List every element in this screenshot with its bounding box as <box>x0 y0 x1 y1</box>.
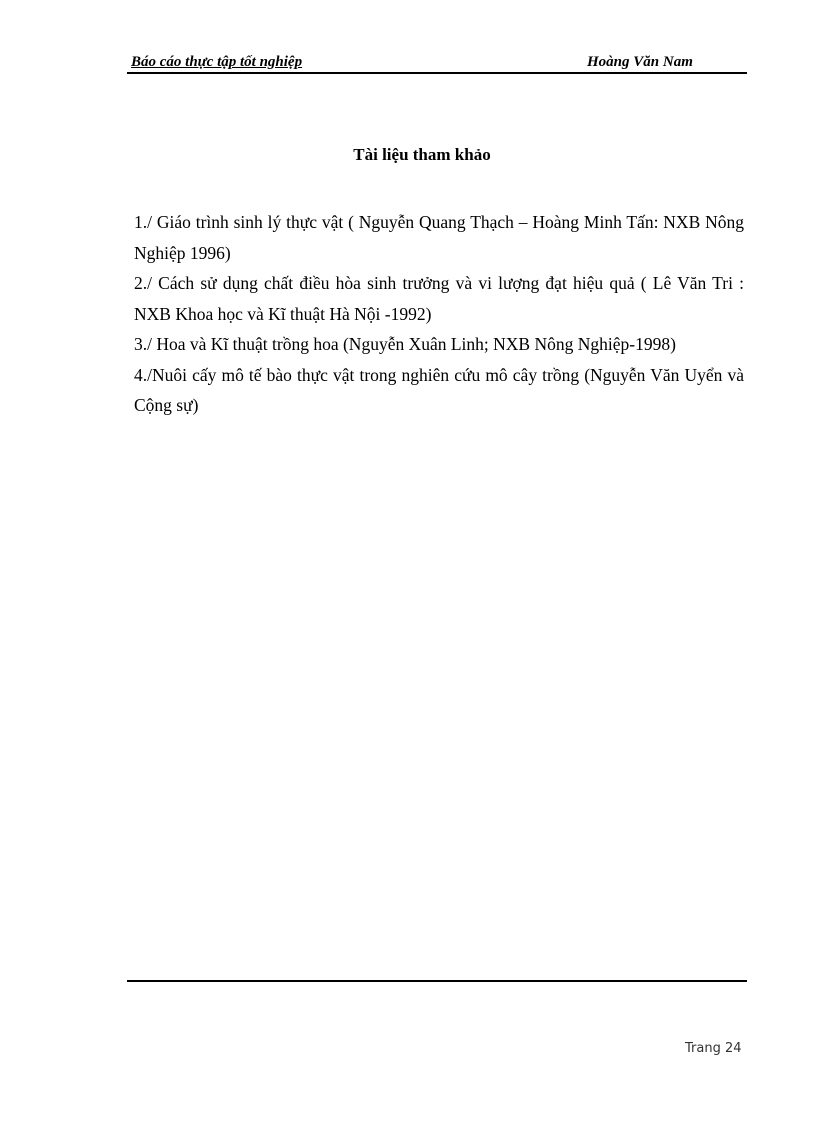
footer-divider <box>127 980 747 982</box>
reference-item-2: 2./ Cách sử dụng chất điều hòa sinh trưởng và vi lượng đạt hiệu quả ( Lê Văn Tri : NXB Khoa học và Kĩ thuật Hà Nội -1992) <box>134 273 744 324</box>
header-report-title: Báo cáo thực tập tốt nghiệp <box>131 54 303 70</box>
header-author: Hoàng Văn Nam <box>587 54 693 70</box>
page-number: Trang 24 <box>685 1041 742 1056</box>
reference-item-3: 3./ Hoa và Kĩ thuật trồng hoa (Nguyễn Xuân Linh; NXB Nông Nghiệp-1998) <box>134 334 676 354</box>
reference-item-1: 1./ Giáo trình sinh lý thực vật ( Nguyễn Quang Thạch – Hoàng Minh Tấn: NXB Nông Nghiệp 1996) <box>134 212 744 263</box>
reference-list <box>134 207 744 421</box>
reference-item-4: 4./Nuôi cấy mô tế bào thực vật trong nghiên cứu mô cây trồng (Nguyễn Văn Uyển và Cộng sự) <box>134 364 744 415</box>
page-header <box>127 52 747 74</box>
references-title: Tài liệu tham khảo <box>353 145 491 164</box>
